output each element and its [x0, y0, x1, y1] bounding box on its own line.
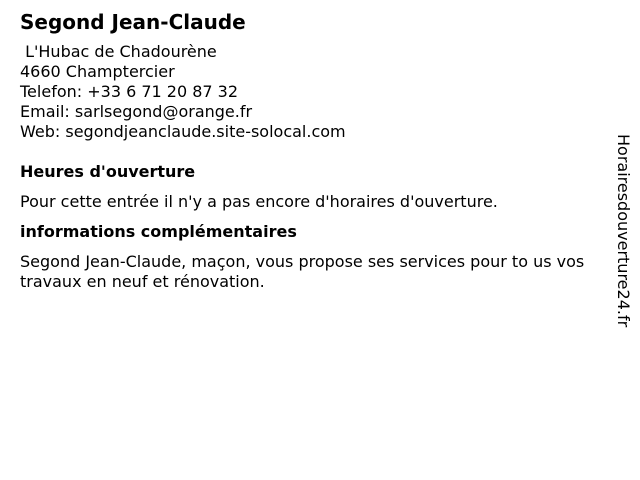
contact-block — [20, 42, 590, 142]
address-city: 4660 Champtercier — [20, 62, 175, 81]
info-heading: informations complémentaires — [20, 222, 297, 241]
web-line: Web: segondjeanclaude.site-solocal.com — [20, 122, 346, 141]
email-line: Email: sarlsegond@orange.fr — [20, 102, 253, 121]
phone-line: Telefon: +33 6 71 20 87 32 — [20, 82, 239, 101]
address-street: L'Hubac de Chadourène — [20, 42, 217, 61]
info-text: Segond Jean-Claude, maçon, vous propose ses services pour to us vos travaux en neuf et rénovation. — [20, 252, 585, 291]
site-watermark: Horairesdouverture24.fr — [614, 134, 633, 328]
business-card — [20, 10, 590, 292]
hours-heading: Heures d'ouverture — [20, 162, 196, 181]
hours-text: Pour cette entrée il n'y a pas encore d'horaires d'ouverture. — [20, 192, 498, 211]
business-name: Segond Jean-Claude — [20, 10, 246, 34]
